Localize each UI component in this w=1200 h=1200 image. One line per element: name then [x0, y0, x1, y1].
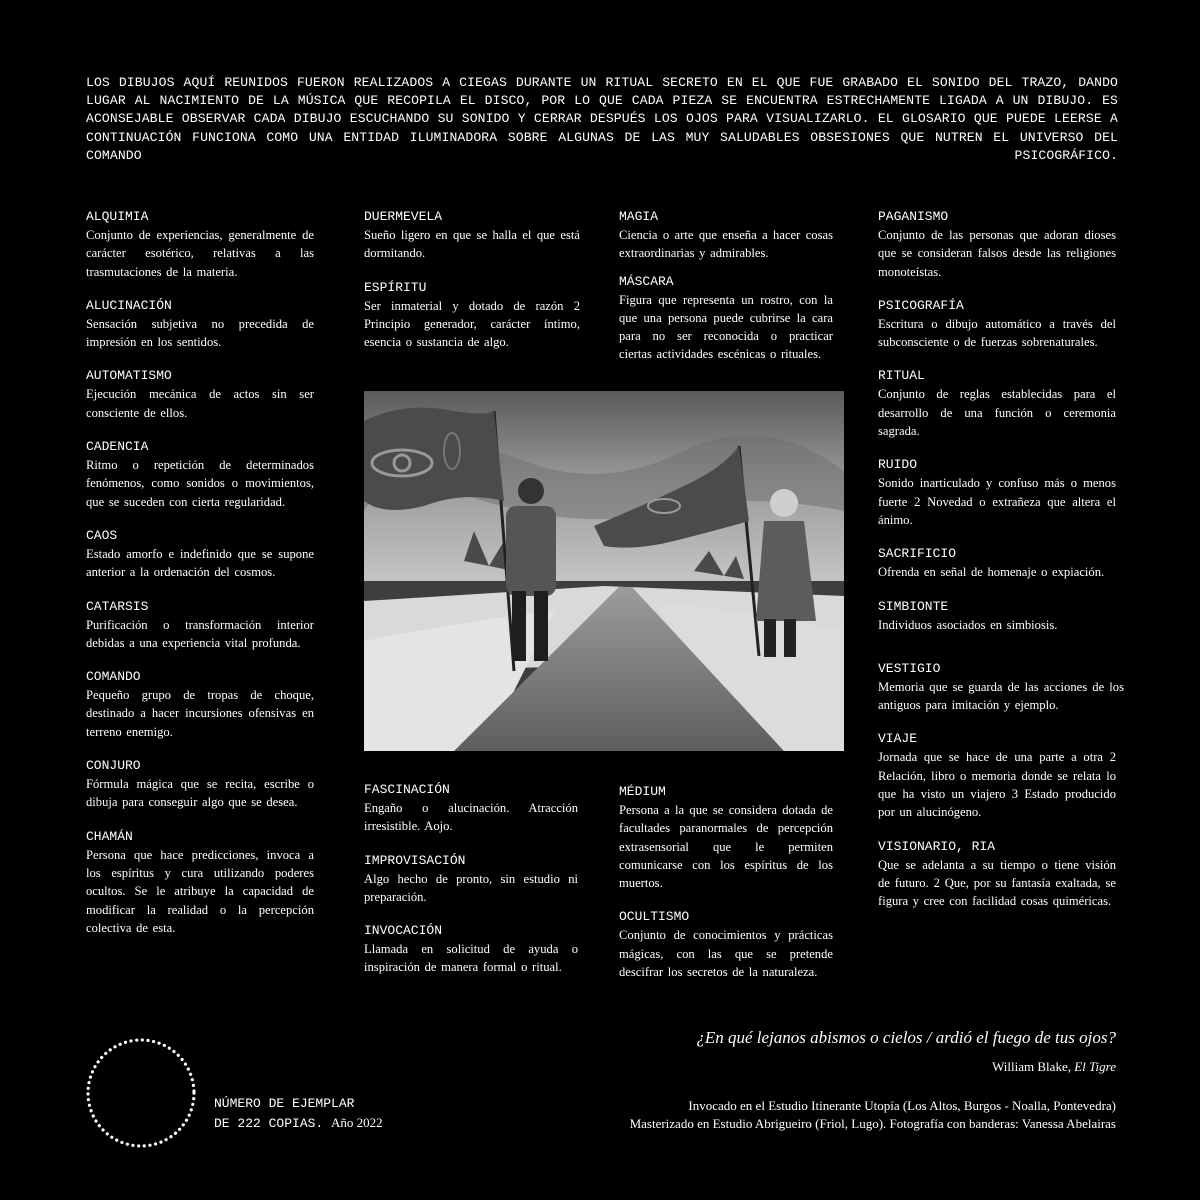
glossary-definition: Conjunto de conocimientos y prácticas mágicas, con las que se pretende descifrar los secretos de la naturaleza. [619, 928, 833, 980]
band-photo [364, 391, 844, 751]
recording-credits [630, 1097, 1116, 1133]
glossary-entry [364, 922, 578, 977]
glossary-definition: Ciencia o arte que enseña a hacer cosas extraordinarias y admirables. [619, 228, 833, 261]
glossary-entry [364, 279, 580, 352]
glossary-entry [878, 660, 1124, 715]
glossary-definition: Ser inmaterial y dotado de razón 2 Principio generador, carácter íntimo, esencia o sustancia de algo. [364, 298, 580, 350]
glossary-entry [86, 367, 314, 422]
glossary-term: CAOS [86, 527, 118, 543]
glossary-term: RITUAL [878, 368, 925, 384]
glossary-entry [878, 838, 1116, 911]
glossary-entry [878, 208, 1116, 281]
glossary-term: SACRIFICIO [878, 546, 957, 562]
glossary-definition: Llamada en solicitud de ayuda o inspiración de manera formal o ritual. [364, 942, 578, 975]
glossary-column-4 [878, 208, 1124, 911]
glossary-term: MÁSCARA [619, 273, 674, 289]
glossary-column-3-top [619, 208, 833, 364]
glossary-definition: Figura que representa un rostro, con la que una persona puede cubrirse la cara para no ser reconocida o practicar ciertas actividades escénicas o rituales. [619, 292, 833, 362]
glossary-definition: Sensación subjetiva no precedida de impresión en los sentidos. [86, 316, 314, 350]
glossary-column-1 [86, 208, 314, 937]
glossary-entry [364, 852, 578, 907]
glossary-definition: Que se adelanta a su tiempo o tiene visión de futuro. 2 Que, por su fantasía exaltada, se figura y cree con facilidad cosas quiméricas. [878, 857, 1116, 909]
glossary-term: ESPÍRITU [364, 279, 427, 295]
glossary-term: VISIONARIO, RIA [878, 838, 996, 854]
glossary-entry [86, 598, 314, 653]
glossary-entry [86, 297, 314, 352]
glossary-entry [878, 598, 1116, 634]
edition-line-2 [214, 1113, 383, 1133]
glossary-term: PAGANISMO [878, 209, 949, 224]
glossary-entry [878, 367, 1116, 440]
edition-line-1: NÚMERO DE EJEMPLAR [214, 1096, 355, 1111]
glossary-definition: Individuos asociados en simbiosis. [878, 617, 1058, 632]
glossary-term: SIMBIONTE [878, 598, 949, 614]
edition-copies: DE 222 COPIAS. [214, 1116, 332, 1131]
glossary-definition: Escritura o dibujo automático a través del subconsciente o de fuerzas sobrenaturales. [878, 316, 1116, 350]
glossary-term: CADENCIA [86, 439, 149, 455]
dotted-circle-icon [84, 1036, 198, 1150]
glossary-definition: Estado amorfo e indefinido que se supone anterior a la ordenación del cosmos. [86, 546, 314, 580]
glossary-entry [86, 527, 314, 582]
glossary-definition: Persona a la que se considera dotada de facultades paranormales de percepción extrasensorial que le permiten comunicarse con los espíritus de los muertos. [619, 803, 833, 891]
glossary-definition: Algo hecho de pronto, sin estudio ni preparación. [364, 871, 578, 904]
glossary-term: VIAJE [878, 731, 918, 747]
glossary-definition: Ritmo o repetición de determinados fenómenos, como sonidos o movimientos, que se suceden con cierta regularidad. [86, 458, 314, 509]
glossary-term: MÉDIUM [619, 784, 666, 799]
glossary-term: OCULTISMO [619, 909, 690, 925]
glossary-entry [619, 783, 833, 892]
glossary-entry [619, 273, 833, 364]
glossary-entry [364, 781, 578, 836]
glossary-term: ALQUIMIA [86, 209, 149, 224]
edition-number [214, 1094, 383, 1133]
credit-line: Invocado en el Estudio Itinerante Utopía (Los Altos, Burgos - Noalla, Pontevedra) [688, 1098, 1116, 1113]
glossary-entry [86, 668, 314, 741]
glossary-term: CONJURO [86, 758, 141, 774]
glossary-term: PSICOGRAFÍA [878, 297, 964, 313]
glossary-term: INVOCACIÓN [364, 923, 443, 939]
glossary-definition: Conjunto de reglas establecidas para el desarrollo de una función o ceremonia sagrada. [878, 387, 1116, 439]
glossary-column-2-top [364, 208, 580, 351]
glossary-definition: Sueño ligero en que se halla el que está dormitando. [364, 228, 580, 261]
glossary-entry [86, 438, 314, 511]
glossary-term: ALUCINACIÓN [86, 297, 172, 313]
glossary-entry [619, 208, 833, 263]
glossary-definition: Conjunto de experiencias, generalmente de carácter esotérico, relativas a las trasmutaciones de la materia. [86, 228, 314, 279]
glossary-definition: Ofrenda en señal de homenaje o expiación. [878, 565, 1105, 580]
glossary-term: AUTOMATISMO [86, 368, 172, 384]
glossary-definition: Purificación o transformación interior debidas a una experiencia vital profunda. [86, 617, 314, 650]
glossary-term: CHAMÁN [86, 828, 133, 844]
glossary-entry [86, 208, 314, 281]
credit-line: Masterizado en Estudio Abrigueiro (Friol, Lugo). Fotografía con banderas: Vanessa Abelairas [629, 1116, 1116, 1131]
intro-text: LOS DIBUJOS AQUÍ REUNIDOS FUERON REALIZADOS A CIEGAS DURANTE UN RITUAL SECRETO EN EL QUE FUE GRABADO EL SONIDO DEL TRAZO, DANDO LUGAR AL NACIMIENTO DE LA MÚSICA QUE RECOPILA EL DISCO, POR LO QUE CADA PIEZA SE ENCUENTRA ESTRECHAMENTE LIGADA A UN DIBUJO. ES ACONSEJABLE OBSERVAR CADA DIBUJO ESCUCHANDO SU SONIDO Y CERRAR DESPUÉS LOS OJOS PARA VISUALIZARLO. EL GLOSARIO QUE PUEDE LEERSE A CONTINUACIÓN FUNCIONA COMO UNA ENTIDAD ILUMINADORA SOBRE ALGUNAS DE LAS MUY SALUDABLES OBSESIONES QUE NUTREN EL UNIVERSO DEL COMANDO PSICOGRÁFICO. [86, 75, 1118, 163]
glossary-entry [878, 730, 1116, 821]
glossary-entry [86, 828, 314, 937]
glossary-term: VESTIGIO [878, 660, 941, 676]
quote-author: William Blake, [992, 1059, 1075, 1074]
glossary-definition: Engaño o alucinación. Atracción irresistible. Aojo. [364, 801, 578, 834]
glossary-term: FASCINACIÓN [364, 782, 450, 797]
glossary-definition: Pequeño grupo de tropas de choque, destinado a hacer incursiones ofensivas en terreno enemigo. [86, 688, 314, 739]
glossary-definition: Fórmula mágica que se recita, escribe o dibuja para conseguir algo que se desea. [86, 777, 314, 810]
glossary-definition: Jornada que se hace de una parte a otra 2 Relación, libro o memoria donde se relata lo que ha visto un viajero 3 Estado producido por un alucinógeno. [878, 750, 1116, 820]
glossary-entry [364, 208, 580, 263]
glossary-definition: Sonido inarticulado y confuso más o menos fuerte 2 Novedad o extrañeza que altera el ánimo. [878, 476, 1116, 527]
glossary-definition: Memoria que se guarda de las acciones de los antiguos para imitación y ejemplo. [878, 679, 1124, 713]
glossary-definition: Conjunto de las personas que adoran dioses que se consideran falsos desde las religiones monoteístas. [878, 228, 1116, 279]
glossary-term: DUERMEVELA [364, 209, 443, 224]
glossary-entry [878, 545, 1116, 581]
glossary-column-3-bottom [619, 783, 833, 981]
glossary-term: CATARSIS [86, 598, 149, 614]
glossary-entry [878, 297, 1116, 352]
glossary-definition: Persona que hace predicciones, invoca a los espíritus y cura utilizando poderes ocultos. Se le atribuye la capacidad de modificar la realidad o la percepción colectiva de esta. [86, 847, 314, 935]
quote-attribution [992, 1059, 1116, 1075]
blake-quote: ¿En qué lejanos abismos o cielos / ardió el fuego de tus ojos? [696, 1028, 1116, 1047]
glossary-entry [619, 908, 833, 981]
glossary-entry [86, 757, 314, 812]
quote-work: El Tigre [1074, 1059, 1116, 1074]
glossary-term: IMPROVISACIÓN [364, 852, 466, 868]
glossary-term: COMANDO [86, 669, 141, 685]
glossary-entry [878, 456, 1116, 529]
glossary-term: RUIDO [878, 457, 918, 473]
glossary-term: MAGIA [619, 209, 659, 224]
glossary-column-2-bottom [364, 781, 578, 977]
edition-year: Año 2022 [331, 1115, 383, 1130]
glossary-definition: Ejecución mecánica de actos sin ser consciente de ellos. [86, 387, 314, 420]
